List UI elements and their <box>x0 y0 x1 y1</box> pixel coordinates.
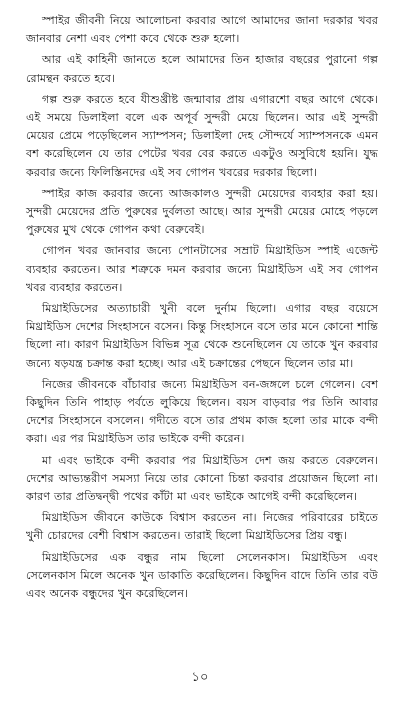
paragraph: গোপন খবর জানবার জন্যে পোনটাসের সম্রাট মিথ্রাইডিস স্পাই এজেন্ট ব্যবহার করতেন। আর শত্রুকে দমন করবার জন্যে মিথ্রাইডিস এই সব গোপন খবর ব্যবহার করতেন। <box>26 244 378 294</box>
paragraph: মিথ্রাইডিসের এক বন্ধুর নাম ছিলো সেলেনকাস। মিথ্রাইডিস এবং সেলেনকাস মিলে অনেক খুন ডাকাতি করেছিলেন। কিছুদিন বাদে তিনি তার বউ এবং অনেক বন্ধুদের খুন করেছিলেন। <box>26 550 378 601</box>
paragraph: মিথ্রাইডিসের অত্যাচারী খুনী বলে দুর্নাম ছিলো। এগার বছর বয়েসে মিথ্রাইডিস দেশের সিংহাসনে বসেন। কিন্তু সিংহাসনে বসে তার মনে কোনো শান্তি ছিলো না। কারণ মিথ্রাইডিস বিভিন্ন সূত্র থেকে শুনেছিলেন যে তাকে খুন করবার জন্যে ষড়যন্ত্র চক্রান্ত করা হচ্ছে। আর এই চক্রান্তের পেছনে ছিলেন তার মা। <box>26 302 378 370</box>
page-number: ১০ <box>191 670 209 685</box>
paragraph: স্পাইর জীবনী নিয়ে আলোচনা করবার আগে আমাদের জানা দরকার খবর জানবার নেশা এবং পেশা কবে থেকে শুরু হলো। <box>26 14 378 46</box>
paragraph: মা এবং ভাইকে বন্দী করবার পর মিথ্রাইডিস দেশ জয় করতে বেরুলেন। দেশের আভ্যন্তরীণ সমস্যা নিয়ে তার কোনো চিন্তা করবার প্রয়োজন ছিলো না। কারণ তার প্রতিদ্বন্দ্বী পথের কাঁটা মা এবং ভাইকে আগেই বন্দী করেছিলেন। <box>26 453 378 504</box>
paragraph: নিজের জীবনকে বাঁচাবার জন্যে মিথ্রাইডিস বন-জঙ্গলে চলে গেলেন। বেশ কিছুদিন তিনি পাহাড় পর্বতে লুকিয়ে ছিলেন। বয়স বাড়বার পর তিনি আবার দেশের সিংহাসনে বসলেন। গদীতে বসে তার প্রথম কাজ হলো তার মাকে বন্দী করা। এর পর মিথ্রাইডিস তার ভাইকে বন্দী করেন। <box>26 377 378 446</box>
paragraph: স্পাইর কাজ করবার জন্যে আজকালও সুন্দরী মেয়েদের ব্যবহার করা হয়। সুন্দরী মেয়েদের প্রতি পুরুষের দুর্বলতা আছে। আর সুন্দরী মেয়ের মোহে পড়লে পুরুষের মুখ থেকে গোপন কথা বেরুবেই। <box>26 186 378 237</box>
paragraph: মিথ্রাইডিস জীবনে কাউকে বিশ্বাস করতেন না। নিজের পরিবারের চাইতে খুনী চোরদের বেশী বিশ্বাস করতেন। তারাই ছিলো মিথ্রাইডিসের প্রিয় বন্ধু। <box>26 511 378 543</box>
paragraph: গল্প শুরু করতে হবে যীশুখ্রীষ্ট জন্মাবার প্রায় এগারশো বছর আগে থেকে। এই সময়ে ডিলাইলা বলে এক অপূর্ব সুন্দরী মেয়ে ছিলেন। আর এই সুন্দরী মেয়ের প্রেমে পড়েছিলেন স্যাম্পসন; ডিলাইলা দেহ সৌন্দর্যে স্যাম্পসনকে এমন বশ করেছিলেন যে তার পেটের খবর বের করতে একটুও অসুবিধে হয়নি। যুদ্ধ করবার জন্যে ফিলিস্তিনদের এই সব গোপন খবরের দরকার ছিলো। <box>26 92 378 179</box>
paragraph: আর এই কাহিনী জানতে হলে আমাদের তিন হাজার বছরের পুরানো গল্প রোমন্থন করতে হবে। <box>26 53 378 85</box>
